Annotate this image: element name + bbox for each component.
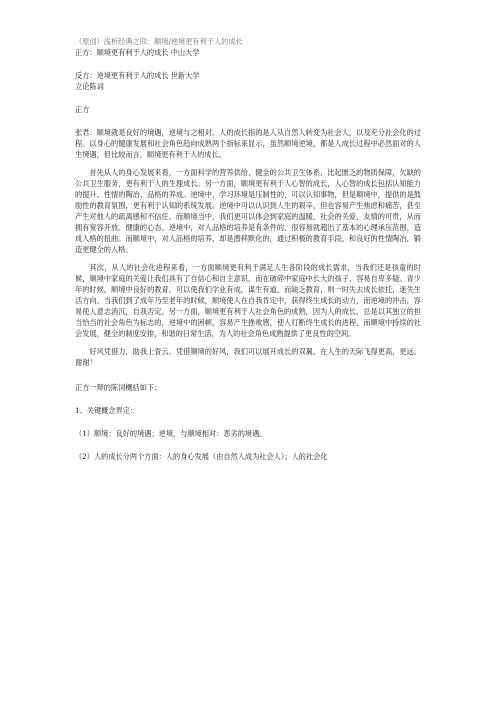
speech-paragraph-closing: 好风凭借力，助我上青云。凭借顺境的好风，我们可以展开成长的双翼，在人生的天际飞得更高，更远。谢谢！: [75, 347, 421, 367]
summary-point-1: 1、关键概念界定：: [75, 406, 138, 415]
spacer: [75, 393, 421, 405]
summary-heading: 正方一辩的陈词概括如下：: [75, 383, 162, 392]
document-page: [75, 36, 421, 462]
spacer: [75, 416, 421, 428]
con-side-header: 反方：逆境更有利于人的成长 世新大学: [75, 71, 200, 80]
summary-point-1-2: （2）人的成长分两个方面：人的身心发展（由自然人成为社会人）；人的社会化: [75, 452, 328, 461]
pro-side-header: 正方：顺境更有利于人的成长 中山大学: [75, 48, 200, 57]
section-label: 立论陈词: [75, 82, 104, 91]
speech-paragraph-intro: 张君：顺境就是良好的境遇，逆境与之相对。人的成长指的是人从自然人转变为社会人，以及充分社会化的过程。以身心的健康发展和社会角色趋向成熟两个指标来显示，虽然顺境逆境，都是人成长过程中必然面对的人生境遇，但比较而言，顺境更有利于人的成长。: [75, 128, 421, 159]
spacer: [75, 339, 421, 346]
spacer: [75, 439, 421, 451]
spacer: [75, 92, 421, 104]
spacer: [75, 368, 421, 382]
spacer: [75, 115, 421, 127]
spacer: [75, 160, 421, 167]
document-title: （原创）浅析经典之四：顺境/逆境更有利于人的成长: [75, 37, 243, 46]
speech-paragraph-socialization: 其次，从人的社会化进程来看，一方面顺境更有利于满足人生各阶段的成长需求，当我们还是孩童的时候，顺境中家庭的关爱让我们具有了自信心和自主意识，而在破碎中家庭中长大的孩子，容易自卑多疑。青少年的时候，顺境中良好的教育，可以使我们学业有成，谋生有道，而缺乏教育，则一时失去成长依托，迷失生活方向。当我们到了成年乃至老年的时候，顺境使人在自我肯定中，获得终生成长的动力，而逆境的冲击，容易使人意志消沉，自我否定。另一方面，顺境更有利于人社会角色的成熟，因为人的成长，总是以其独立的担当恰当的社会角色为标志的，逆境中的困顿，容易产生挫败感，使人打断终生成长的进程，而顺境中持续的社会发展，健全的制度安排，和谐的日常生活，为人的社会角色成熟提供了更良性的空间。: [75, 263, 421, 338]
spacer: [75, 58, 421, 70]
summary-point-1-1: （1）顺境：良好的境遇；逆境，与顺境相对：恶劣的境遇。: [75, 429, 267, 438]
side-label: 正方: [75, 105, 90, 114]
speech-paragraph-physical-mental: 首先从人的身心发展来看，一方面科学的营养供给、健全的公共卫生体系，比起匮乏的物质保障，欠缺的公共卫生服务，更有利于人的生理成长。另一方面，顺境更有利于人心智的成长，人心智的成长包括认知能力的提升、性情的陶冶、品格的养成。逆境中，学习环境是压制性的，可以认知事物，但是顺境中，提供的是鼓励性的教育氛围，更有利于认知的系统发展。逆境中可以认识到人生的艰辛，但也容易产生焦虑和痛苦，甚至产生对他人的疏离感和不信任。而顺境当中，我们更可以体会到家庭的温暖，社会的关爱，友情的可贵，从而拥有宽容开放、健康的心态。逆境中，对人品格的培养是有条件的，很容易就超出了基本的心理承压范围，造成人格的扭曲。而顺境中，对人品格的培养，却是潜移默化的，通过积极的教育手段，和良好的性情陶冶，锻造更健全的人格。: [75, 168, 421, 254]
spacer: [75, 255, 421, 262]
